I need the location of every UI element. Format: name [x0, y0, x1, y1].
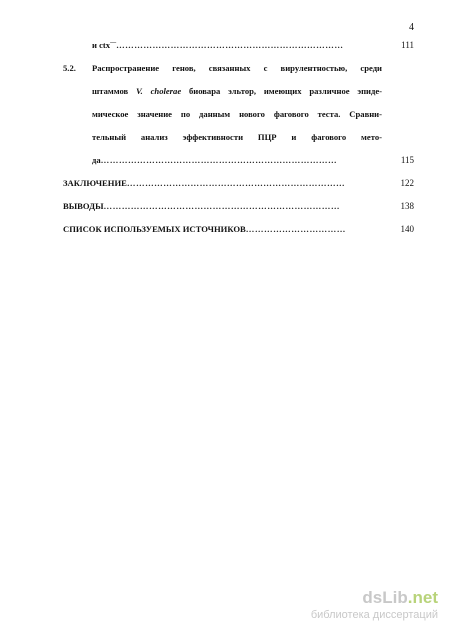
toc-references-dots: …………………………… [245, 224, 346, 234]
toc-section-last-text: да [92, 155, 101, 165]
toc-section-line-3: мическое значение по данным нового фагового теста. Сравни- [92, 109, 382, 119]
toc-references [63, 224, 383, 234]
toc-findings [63, 201, 383, 211]
toc-entry-ctx-text: и ctx [92, 40, 111, 50]
watermark-brand-main: dsLib [362, 588, 408, 607]
toc-conclusion-label: ЗАКЛЮЧЕНИЕ [63, 178, 127, 188]
toc-section-line-2 [92, 86, 382, 96]
page-number: 4 [409, 22, 414, 33]
toc-section-species: V. cholerae [136, 86, 182, 96]
toc-entry-ctx [92, 40, 382, 50]
toc-section-line-2-prefix: штаммов [92, 86, 137, 96]
toc-findings-dots: …………………………………………………………………… [103, 201, 340, 211]
toc-conclusion [63, 178, 383, 188]
watermark-subtitle: библиотека диссертаций [310, 609, 438, 621]
toc-section-line-1: Распространение генов, связанных с вирулентностью, среди [92, 63, 382, 73]
toc-conclusion-dots: ……………………………………………………………… [126, 178, 346, 188]
toc-entry-ctx-superscript: — [110, 40, 117, 47]
toc-conclusion-page: 122 [400, 178, 414, 188]
toc-entry-ctx-dots: ………………………………………………………………… [116, 40, 344, 50]
toc-references-page: 140 [400, 224, 414, 234]
toc-section-number: 5.2. [63, 63, 76, 73]
toc-findings-label: ВЫВОДЫ [63, 201, 104, 211]
toc-entry-ctx-page: 111 [401, 40, 414, 50]
watermark-logo [311, 588, 438, 608]
toc-section-dots: …………………………………………………………………… [100, 155, 338, 165]
toc-references-label: СПИСОК ИСПОЛЬЗУЕМЫХ ИСТОЧНИКОВ [63, 224, 246, 234]
toc-section-last-line [92, 155, 382, 165]
toc-section-page: 115 [400, 155, 414, 165]
watermark [311, 588, 438, 621]
toc-section-line-2-suffix: биовара эльтор, имеющих различное эпиде- [181, 86, 383, 96]
toc-section-line-4: тельный анализ эффективности ПЦР и фагового мето- [92, 132, 382, 142]
toc-findings-page: 138 [400, 201, 414, 211]
watermark-brand-tld: .net [407, 588, 438, 607]
